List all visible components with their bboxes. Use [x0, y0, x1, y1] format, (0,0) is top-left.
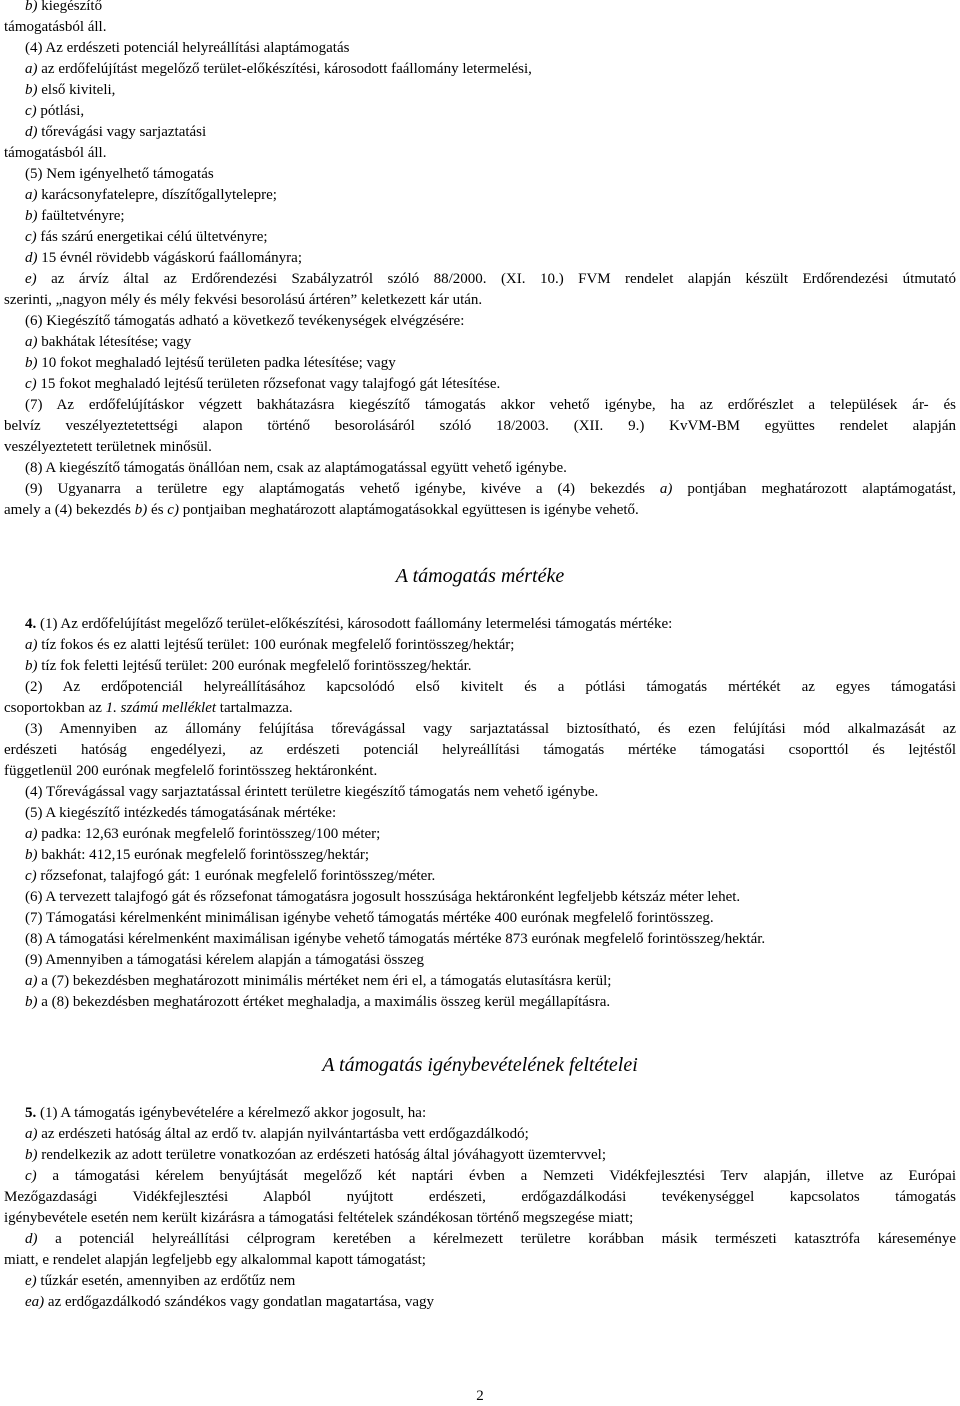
list-item: a) karácsonyfatelepre, díszítőgallytelepre; — [25, 187, 277, 203]
list-marker: b) — [25, 208, 38, 224]
list-marker: c) — [25, 376, 37, 392]
paragraph-4-5: (5) A kiegészítő intézkedés támogatásának mértéke: — [25, 805, 337, 821]
text-line: belvíz veszélyeztetettségi alapon történő besorolásáról szóló 18/2003. (XII. 9.) KvVM-BM együttes rendelet alapján — [4, 418, 956, 434]
list-item: b) faültetvényre; — [25, 208, 125, 224]
list-item: b) első kiviteli, — [25, 82, 116, 98]
paragraph-8: (8) A kiegészítő támogatás önállóan nem, csak az alaptámogatással együtt vehető igénybe. — [25, 460, 567, 476]
paragraph-4-intro: (4) Az erdészeti potenciál helyreállítási alaptámogatás — [25, 40, 350, 56]
list-marker: b) — [25, 0, 38, 14]
list-marker: a) — [25, 61, 38, 77]
paragraph-9: (9) Ugyanarra a területre egy alaptámogatás vehető igénybe, kivéve a (4) bekezdés a) pontjában meghatározott alaptámogatást, — [25, 481, 956, 497]
text-line: erdészeti hatóság engedélyezi, az erdészeti potenciál helyreállítási támogatás mértéke támogatási csoporttól és lejtéstől — [4, 742, 956, 758]
text-line: szerinti, „nagyon mély és mély fekvési besorolású ártéren” keletkezett kár után. — [4, 292, 483, 308]
list-item: ea) az erdőgazdálkodó szándékos vagy gondatlan magatartása, vagy — [25, 1294, 435, 1310]
list-item: e) az árvíz által az Erdőrendezési Szabályzatról szóló 88/2000. (XI. 10.) FVM rendelet alapján készült Erdőrendezési útmutató — [25, 271, 956, 287]
list-marker: a) — [25, 334, 38, 350]
text-line: függetlenül 200 eurónak megfelelő forintösszeg hektáronként. — [4, 763, 378, 779]
section-heading: A támogatás igénybevételének feltételei — [322, 1054, 638, 1076]
text-line: veszélyeztetett területnek minősül. — [4, 439, 212, 455]
list-marker: a) — [25, 826, 38, 842]
paragraph-6-intro: (6) Kiegészítő támogatás adható a következő tevékenységek elvégzésére: — [25, 313, 465, 329]
list-item: d) 15 évnél rövidebb vágáskorú faállományra; — [25, 250, 302, 266]
list-item: c) pótlási, — [25, 103, 85, 119]
section-number: 4. — [25, 616, 37, 632]
list-item: b) rendelkezik az adott területre vonatkozóan az erdészeti hatóság által jóváhagyott üzemtervvel; — [25, 1147, 606, 1163]
list-item: e) tűzkár esetén, amennyiben az erdőtűz nem — [25, 1273, 296, 1289]
list-item: a) az erdőfelújítást megelőző terület-előkészítési, károsodott faállomány letermelési, — [25, 61, 532, 77]
list-marker: b) — [25, 994, 38, 1010]
paragraph-7: (7) Az erdőfelújításkor végzett bakhátazásra kiegészítő támogatás akkor vehető igénybe, ha az erdőrészlet a települések ár- és — [25, 397, 956, 413]
text-line: támogatásból áll. — [4, 19, 107, 35]
paragraph-4-7: (7) Támogatási kérelmenként minimálisan igénybe vehető támogatás mértéke 400 eurónak megfelelő forintösszeg. — [25, 910, 714, 926]
list-marker: d) — [25, 124, 38, 140]
text-line: amely a (4) bekezdés b) és c) pontjaiban meghatározott alaptámogatásokkal együttesen is igénybe vehető. — [4, 502, 639, 518]
list-item: c) a támogatási kérelem benyújtását megelőző két naptári évben a Nemzeti Vidékfejlesztési Terv alapján, illetve az Európai — [25, 1168, 956, 1184]
list-marker: b) — [25, 847, 38, 863]
list-marker: b) — [25, 82, 38, 98]
list-marker: a) — [25, 1126, 38, 1142]
paragraph-4-6: (6) A tervezett talajfogó gát és rőzsefonat támogatásra jogosult hosszúsága hektáronként legfeljebb kétszáz méter lehet. — [25, 889, 741, 905]
list-item: c) rőzsefonat, talajfogó gát: 1 eurónak megfelelő forintösszeg/méter. — [25, 868, 436, 884]
text-line: b) kiegészítő — [25, 0, 103, 14]
list-item: d) tőrevágási vagy sarjaztatási — [25, 124, 207, 140]
paragraph-4-8: (8) A támogatási kérelmenként maximálisan igénybe vehető támogatás mértéke 873 eurónak megfelelő forintösszeg/hektár. — [25, 931, 766, 947]
list-marker: c) — [25, 868, 37, 884]
list-item: a) a (7) bekezdésben meghatározott minimális mértéket nem éri el, a támogatás elutasításra kerül; — [25, 973, 612, 989]
list-item: a) bakhátak létesítése; vagy — [25, 334, 192, 350]
list-item: a) tíz fokos és ez alatti lejtésű terület: 100 eurónak megfelelő forintösszeg/hektár; — [25, 637, 515, 653]
list-item: b) tíz fok feletti lejtésű terület: 200 eurónak megfelelő forintösszeg/hektár. — [25, 658, 472, 674]
section-heading: A támogatás mértéke — [395, 565, 565, 587]
text-line: támogatásból áll. — [4, 145, 107, 161]
list-marker: c) — [25, 1168, 37, 1184]
paragraph-4-4: (4) Tőrevágással vagy sarjaztatással érintett területre kiegészítő támogatás nem vehető igénybe. — [25, 784, 599, 800]
list-item: a) padka: 12,63 eurónak megfelelő forintösszeg/100 méter; — [25, 826, 381, 842]
list-marker: d) — [25, 250, 38, 266]
list-marker: b) — [25, 1147, 38, 1163]
list-marker: a) — [25, 973, 38, 989]
list-marker: d) — [25, 1231, 38, 1247]
list-item: b) 10 fokot meghaladó lejtésű területen padka létesítése; vagy — [25, 355, 396, 371]
text-line: Mezőgazdasági Vidékfejlesztési Alapból nyújtott erdészeti, erdőgazdálkodási tevékenységgel kapcsolatos támogatás — [4, 1189, 956, 1205]
list-item: b) a (8) bekezdésben meghatározott értéket meghaladja, a maximális összeg kerül megállapításra. — [25, 994, 611, 1010]
list-marker: a) — [25, 187, 38, 203]
list-marker: b) — [25, 658, 38, 674]
list-item: a) az erdészeti hatóság által az erdő tv. alapján nyilvántartásba vett erdőgazdálkodó; — [25, 1126, 529, 1142]
list-marker: c) — [25, 229, 37, 245]
section-4-intro: 4. (1) Az erdőfelújítást megelőző terület-előkészítési, károsodott faállomány letermelési támogatás mértéke: — [25, 616, 673, 632]
list-item: d) a potenciál helyreállítási célprogram keretében a kérelmezett területre korábban másik természeti katasztrófa káreseménye — [25, 1231, 956, 1247]
annex-reference: 1. számú melléklet — [105, 700, 217, 716]
section-5-intro: 5. (1) A támogatás igénybevételére a kérelmező akkor jogosult, ha: — [25, 1105, 427, 1121]
paragraph-4-3: (3) Amennyiben az állomány felújítása tőrevágással vagy sarjaztatással biztosítható, és ezen felújítási mód alkalmazását az — [25, 721, 956, 737]
list-marker: ea) — [25, 1294, 45, 1310]
list-marker: b) — [25, 355, 38, 371]
section-number: 5. — [25, 1105, 37, 1121]
list-item: c) 15 fokot meghaladó lejtésű területen rőzsefonat vagy talajfogó gát létesítése. — [25, 376, 501, 392]
text-line: miatt, e rendelet alapján legfeljebb egy alkalommal kapott támogatást; — [4, 1252, 426, 1268]
text-line: csoportokban az 1. számú melléklet tartalmazza. — [4, 700, 293, 716]
list-marker: e) — [25, 271, 37, 287]
paragraph-5-intro: (5) Nem igényelhető támogatás — [25, 166, 214, 182]
list-marker: a) — [25, 637, 38, 653]
text-line: igénybevétele esetén nem került kizárásra a támogatási feltételek szándékosan történő megszegése miatt; — [4, 1210, 634, 1226]
paragraph-4-2: (2) Az erdőpotenciál helyreállításához kapcsolódó első kivitelt és a pótlási támogatás mértékét az egyes támogatási — [25, 679, 956, 695]
page-number: 2 — [476, 1388, 484, 1404]
list-item: c) fás szárú energetikai célú ültetvényre; — [25, 229, 268, 245]
list-marker: e) — [25, 1273, 37, 1289]
paragraph-4-9: (9) Amennyiben a támogatási kérelem alapján a támogatási összeg — [25, 952, 425, 968]
list-item: b) bakhát: 412,15 eurónak megfelelő forintösszeg/hektár; — [25, 847, 370, 863]
list-marker: c) — [25, 103, 37, 119]
